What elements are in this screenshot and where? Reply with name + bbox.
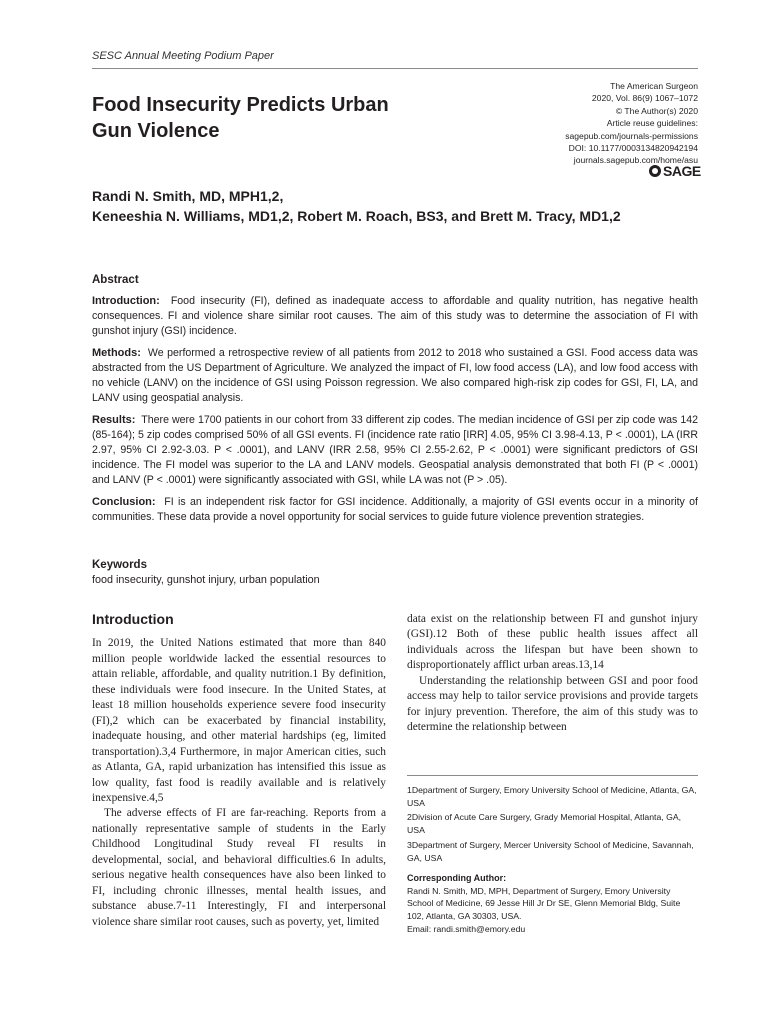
affiliation-2: 2Division of Acute Care Surgery, Grady Memorial Hospital, Atlanta, GA, USA (407, 812, 682, 836)
introduction-paragraph-1: In 2019, the United Nations estimated that more than 840 million people worldwide lacked the essential resources to attain reliable, affordable, and quality nutrition.1 By definition, these individuals were food insecure. In the United States, at least 18 million households experience severe food insecurity (FI),2 which can be exacerbated by financial instability, inadequate housing, and other material hardships (eg, limited transportation).3,4 Furthermore, in major American cities, such as Atlanta, GA, rapid urbanization has intensified this issue as low quality, fast food is readily available and is relatively inexpensive.4,5 (92, 637, 386, 804)
abstract-introduction-text: Food insecurity (FI), defined as inadequate access to affordable and quality nutrition, has negative health consequences. FI and violence share similar root causes. The aim of this study was to determine the association of FI with gunshot injury (GSI) incidence. (92, 295, 698, 337)
article-title (92, 92, 472, 144)
copyright: © The Author(s) 2020 (615, 105, 698, 116)
corresponding-author (407, 872, 698, 936)
abstract-conclusion (92, 495, 698, 525)
abstract-conclusion-text: FI is an independent risk factor for GSI incidence. Additionally, a majority of GSI events occur in a minority of communities. These data provide a novel opportunity for social services to guide future violence prevention strategies. (92, 496, 698, 523)
abstract-heading: Abstract (92, 274, 139, 286)
journal-home-link[interactable]: journals.sagepub.com/home/asu (573, 155, 698, 166)
corresponding-author-heading: Corresponding Author: (407, 873, 507, 883)
author-list (92, 186, 712, 226)
abstract-results-text: There were 1700 patients in our cohort from 33 different zip codes. The median incidence of GSI per zip code was 142 (85-164); 5 zip codes comprised 50% of all GSI events. FI (incidence rate ratio [IRR] 4.05, 95% CI 3.98-4.13, P < .0001), LA (IRR 2.97, 95% CI 2.92-3.03. P < .0001), and LANV (IRR 2.58, 95% CI 2.55-2.62, P < .0001) were significant predictors of GSI incidence. The FI model was superior to the LA and LANV models. Geospatial analysis demonstrated that both FI (P < .0001) and LANV (P < .0001) were significantly associated with GSI, while LA was not (P > .05). (92, 414, 698, 486)
affiliation-3: 3Department of Surgery, Mercer University School of Medicine, Savannah, GA, USA (407, 839, 694, 863)
corresponding-author-address: Randi N. Smith, MD, MPH, Department of Surgery, Emory University School of Medicine, 69 Jesse Hill Jr Dr SE, Glenn Memorial Bldg, Suite 102, Atlanta, GA 30303, USA. (407, 885, 681, 922)
keywords (92, 558, 698, 588)
running-head: SESC Annual Meeting Podium Paper (92, 50, 274, 62)
header-rule (92, 68, 698, 69)
authors-line-1-text: Randi N. Smith, MD, MPH1,2, (92, 188, 284, 204)
abstract (92, 273, 698, 532)
keywords-heading: Keywords (92, 559, 147, 571)
journal-volume: 2020, Vol. 86(9) 1067–1072 (591, 93, 698, 104)
doi[interactable]: DOI: 10.1177/0003134820942194 (568, 143, 698, 154)
body-column-right (407, 612, 698, 736)
authors-line-1 (92, 186, 712, 206)
title-line-2: Gun Violence (92, 120, 220, 142)
abstract-introduction (92, 294, 698, 339)
affiliations (407, 784, 698, 866)
sage-logo-icon (649, 165, 661, 177)
abstract-results (92, 413, 698, 488)
title-line-1: Food Insecurity Predicts Urban (92, 94, 389, 116)
sage-logo-text: SAGE (663, 163, 701, 179)
abstract-methods-label: Methods: (92, 347, 141, 359)
introduction-paragraph-3: data exist on the relationship between FI and gunshot injury (GSI).12 Both of these public health issues affect all individuals across the lifespan but have been shown to disproportionately afflict urban areas.13,14 (407, 613, 698, 672)
introduction-paragraph-4: Understanding the relationship between GSI and poor food access may help to tailor service provisions and provide targets for injury prevention. Therefore, the aim of this study was to determine the relationship between (407, 674, 698, 734)
authors-line-2: Keneeshia N. Williams, MD1,2, Robert M. Roach, BS3, and Brett M. Tracy, MD1,2 (92, 208, 621, 224)
abstract-introduction-label: Introduction: (92, 295, 160, 307)
sage-logo (649, 163, 701, 179)
corresponding-author-email[interactable]: Email: randi.smith@emory.edu (407, 923, 526, 934)
abstract-conclusion-label: Conclusion: (92, 496, 156, 508)
introduction-heading: Introduction (92, 611, 174, 627)
introduction-paragraph-2: The adverse effects of FI are far-reaching. Reports from a nationally representative sample of students in the Early Childhood Longitudinal Study reveal FI results in developmental, social, and behavioral difficulties.6 In adults, serious negative health consequences have also been linked to FI, including chronic illnesses, mental health issues, and substance abuse.7-11 Interestingly, FI and interpersonal violence share similar root causes, such as poverty, yet, limited (92, 807, 386, 928)
abstract-results-label: Results: (92, 414, 136, 426)
affiliation-1: 1Department of Surgery, Emory University School of Medicine, Atlanta, GA, USA (407, 785, 697, 808)
permissions-link[interactable]: sagepub.com/journals-permissions (565, 130, 698, 141)
journal-name: The American Surgeon (610, 81, 698, 91)
abstract-methods (92, 346, 698, 406)
keywords-list: food insecurity, gunshot injury, urban population (92, 574, 320, 586)
reuse-guidelines: Article reuse guidelines: (606, 118, 698, 129)
footnote-rule (407, 775, 698, 776)
body-column-left (92, 612, 386, 930)
abstract-methods-text: We performed a retrospective review of all patients from 2012 to 2018 who sustained a GSI. Food access data was abstracted from the US Department of Agriculture. We analyzed the impact of FI, low food access (LA), and low food access with no vehicle (LANV) on the incidence of GSI using Poisson regression. We also compared high-risk zip codes for GSI, FI, LA, and LANV using geospatial analysis. (92, 347, 698, 404)
journal-info (565, 80, 698, 167)
